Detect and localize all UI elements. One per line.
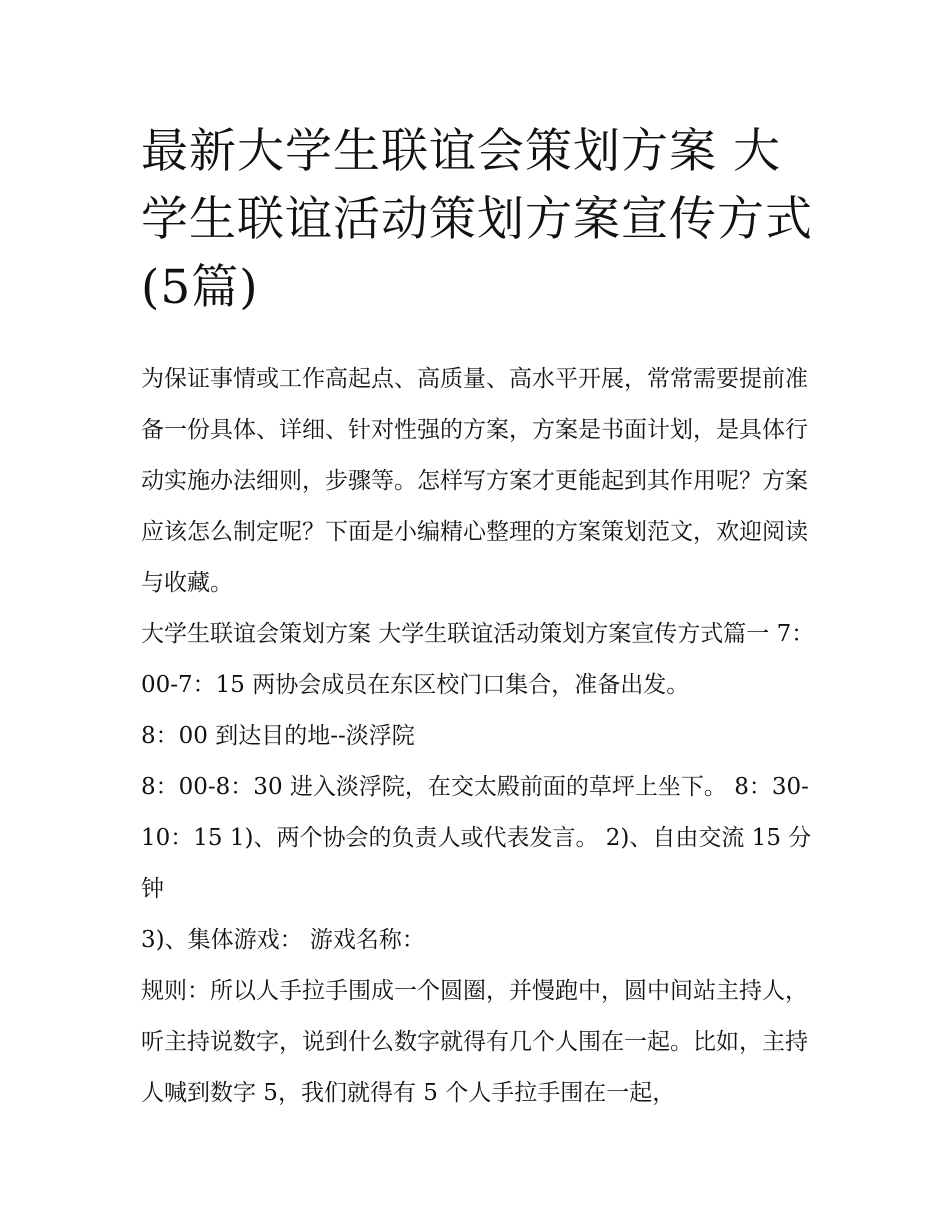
paragraph-game-rules: 规则：所以人手拉手围成一个圆圈，并慢跑中，圆中间站主持人，听主持说数字，说到什么数字就得有几个人围在一起。比如，主持人喊到数字 5，我们就得有 5 个人手拉手围在一起， bbox=[141, 978, 808, 1106]
paragraph-game-name: 3)、集体游戏： 游戏名称： bbox=[141, 927, 425, 953]
document-title: 最新大学生联谊会策划方案 大学生联谊活动策划方案宣传方式(5篇) bbox=[141, 124, 813, 315]
paragraph-schedule: 8：00-8：30 进入淡浮院，在交太殿前面的草坪上坐下。 8：30-10：15 1)、两个协会的负责人或代表发言。 2)、自由交流 15 分钟 bbox=[141, 774, 812, 902]
paragraph-intro: 为保证事情或工作高起点、高质量、高水平开展，常常需要提前准备一份具体、详细、针对性强的方案，方案是书面计划，是具体行动实施办法细则，步骤等。怎样写方案才更能起到其作用呢？方案应该怎么制定呢？下面是小编精心整理的方案策划范文，欢迎阅读与收藏。 bbox=[141, 366, 808, 596]
paragraph-arrival: 8：00 到达目的地--淡浮院 bbox=[141, 723, 415, 749]
paragraph-section-heading: 大学生联谊会策划方案 大学生联谊活动策划方案宣传方式篇一 7：00-7：15 两协会成员在东区校门口集合，准备出发。 bbox=[141, 621, 815, 698]
document-body bbox=[141, 354, 821, 1119]
